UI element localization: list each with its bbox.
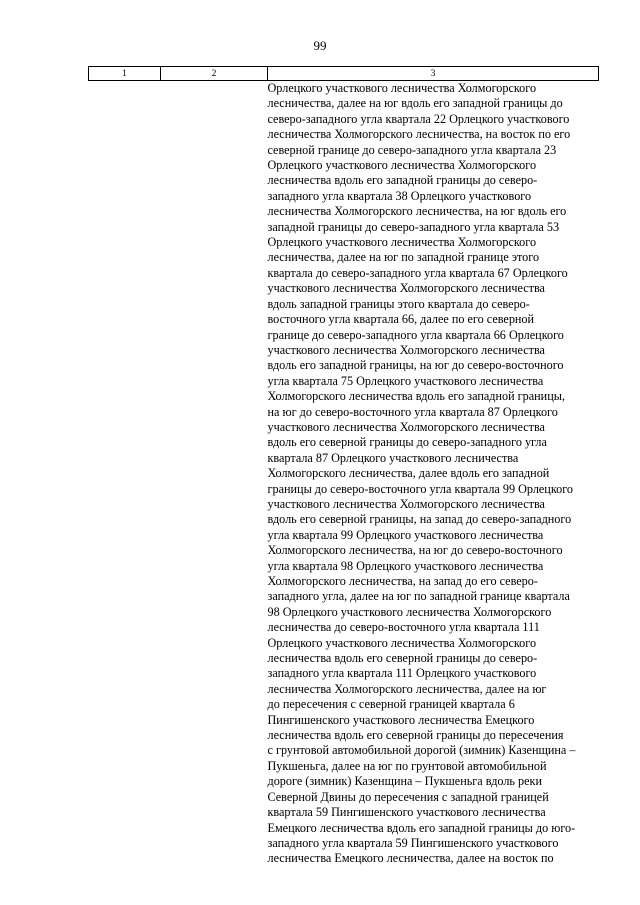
text-line: на юг до северо-восточного угла квартала 87 Орлецкого: [267, 404, 558, 419]
text-line: северо-западного угла квартала 22 Орлецкого участкового: [267, 111, 570, 126]
text-line: Емецкого лесничества вдоль его западной границы до юго-: [267, 820, 576, 835]
text-line: угла квартала 75 Орлецкого участкового лесничества: [267, 373, 544, 388]
text-line: квартала 87 Орлецкого участкового лесничества: [267, 450, 519, 465]
text-line: западного угла квартала 111 Орлецкого участкового: [267, 666, 537, 681]
text-line: Холмогорского лесничества, далее вдоль его западной: [267, 466, 550, 481]
text-line: лесничества, далее на юг вдоль его западной границы до: [267, 96, 563, 111]
column-header-1: 1: [89, 67, 161, 81]
text-line: границы до северо-восточного угла квартала 99 Орлецкого: [267, 481, 574, 496]
text-line: вдоль его северной границы, на запад до северо-западного: [267, 512, 572, 527]
text-line: квартала 59 Пингишенского участкового лесничества: [267, 805, 546, 820]
text-line: участкового лесничества Холмогорского лесничества: [267, 342, 545, 357]
text-line: вдоль западной границы этого квартала до северо-: [267, 296, 530, 311]
text-line: лесничества вдоль его северной границы до северо-: [267, 651, 538, 666]
text-line: лесничества вдоль его северной границы до пересечения: [267, 728, 564, 743]
text-line: северной границе до северо-западного угла квартала 23: [267, 142, 557, 157]
text-line: Орлецкого участкового лесничества Холмогорского: [267, 235, 537, 250]
table-cell-col3: [268, 81, 599, 867]
text-line: Холмогорского лесничества, на юг до северо-восточного: [267, 543, 563, 558]
table-cell-col1: [89, 81, 161, 867]
text-line: Пукшеньга, далее на юг по грунтовой автомобильной: [267, 758, 547, 773]
text-line: дороге (зимник) Казенщина – Пукшеньга вдоль реки: [267, 774, 542, 789]
boundary-description-table: [88, 66, 599, 867]
text-line: Орлецкого участкового лесничества Холмогорского: [267, 635, 537, 650]
column-header-2: 2: [161, 67, 268, 81]
text-line: лесничества вдоль его западной границы до северо-: [267, 173, 538, 188]
text-line: с грунтовой автомобильной дорогой (зимник) Казенщина –: [267, 743, 576, 758]
text-line: западного угла квартала 38 Орлецкого участкового: [267, 188, 532, 203]
text-line: участкового лесничества Холмогорского лесничества: [267, 419, 545, 434]
text-line: границе до северо-западного угла квартала 66 Орлецкого: [267, 327, 564, 342]
text-line: лесничества Холмогорского лесничества, на восток по его: [267, 127, 571, 142]
text-line: Пингишенского участкового лесничества Емецкого: [267, 712, 535, 727]
text-line: Орлецкого участкового лесничества Холмогорского: [267, 81, 537, 95]
table-row: [89, 81, 599, 867]
text-line: лесничества, далее на юг по западной границе этого: [267, 250, 540, 265]
text-line: лесничества Емецкого лесничества, далее на восток по: [267, 851, 554, 866]
text-line: Холмогорского лесничества, на запад до его северо-: [267, 574, 538, 588]
text-line: угла квартала 98 Орлецкого участкового лесничества: [267, 558, 544, 573]
text-line: лесничества Холмогорского лесничества, далее на юг: [267, 681, 547, 696]
text-line: Орлецкого участкового лесничества Холмогорского: [267, 158, 537, 173]
table-header-row: [89, 67, 599, 81]
text-line: западной границы до северо-западного угла квартала 53: [267, 219, 560, 234]
text-line: лесничества Холмогорского лесничества, на юг вдоль его: [267, 204, 567, 219]
text-line: восточного угла квартала 66, далее по его северной: [267, 312, 535, 327]
text-line: участкового лесничества Холмогорского лесничества: [267, 496, 545, 511]
text-line: западного угла, далее на юг по западной границе квартала: [267, 589, 570, 604]
text-line: Северной Двины до пересечения с западной границей: [267, 789, 549, 804]
text-line: лесничества до северо-восточного угла квартала 111: [267, 620, 540, 635]
text-line: вдоль его северной границы до северо-западного угла: [267, 435, 547, 450]
column-header-3: 3: [268, 67, 599, 81]
text-line: угла квартала 99 Орлецкого участкового лесничества: [267, 527, 544, 542]
text-line: западного угла квартала 59 Пингишенского участкового: [267, 835, 559, 850]
page-number: 99: [313, 38, 327, 53]
text-line: до пересечения с северной границей квартала 6: [267, 697, 515, 712]
text-line: вдоль его западной границы, на юг до северо-восточного: [267, 358, 564, 373]
table-cell-col2: [161, 81, 268, 867]
text-line: 98 Орлецкого участкового лесничества Холмогорского: [267, 604, 552, 619]
text-line: Холмогорского лесничества вдоль его западной границы,: [267, 389, 565, 404]
boundary-description-text: [268, 81, 599, 867]
text-line: квартала до северо-западного угла квартала 67 Орлецкого: [267, 265, 568, 280]
text-line: участкового лесничества Холмогорского лесничества: [267, 281, 545, 296]
